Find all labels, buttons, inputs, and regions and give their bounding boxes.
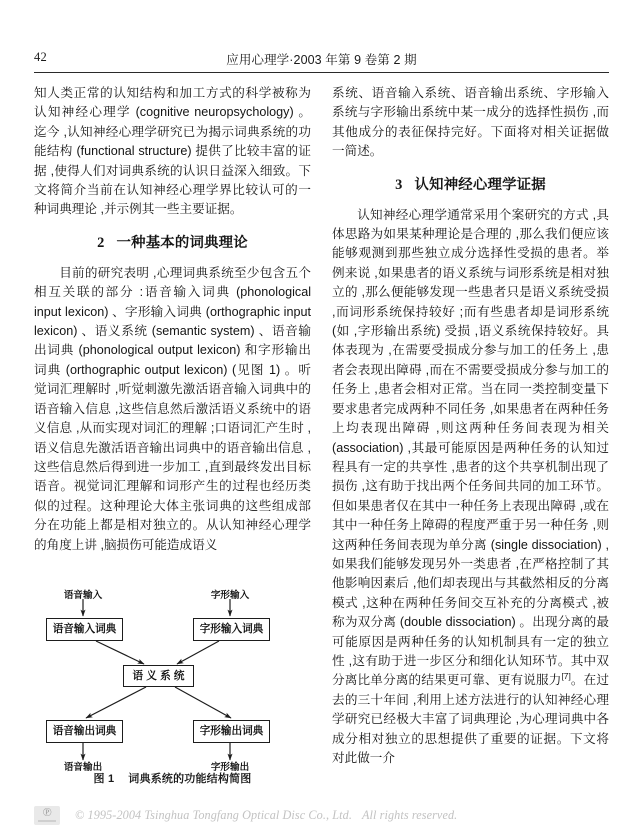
section-3-number: 3 [395, 176, 403, 193]
rights-text: All rights reserved. [361, 808, 458, 822]
right-paragraph-2 [332, 206, 609, 769]
figure-label-phonological-output: 语音输出 [63, 762, 103, 773]
figure-label-phonological-input: 语音输入 [63, 590, 103, 601]
section-3-title: 认知神经心理学证据 [414, 176, 546, 193]
right-paragraph-1: 系统、语音输入系统、语音输出系统、字形输入系统与字形输出系统中某一成分的选择性损伤 ,而其他成分的表征保持完好。下面将对相关证据做一简述。 [332, 86, 609, 159]
left-column [34, 84, 311, 555]
publisher-logo-glyph: ℗ [42, 805, 52, 819]
figure-1-caption-text: 词典系统的功能结构简图 [128, 773, 252, 785]
figure-node-semantic-system: 语义系统 [123, 665, 194, 687]
copyright-notice [75, 808, 457, 823]
figure-1-diagram [34, 590, 311, 773]
figure-label-orthographic-output: 字形输出 [210, 762, 250, 773]
figure-1-caption [34, 770, 311, 786]
right-column [332, 84, 609, 768]
copyright-text: © 1995-2004 Tsinghua Tongfang Optical Disc Co., Ltd. [75, 808, 352, 822]
figure-label-orthographic-input: 字形输入 [210, 590, 250, 601]
journal-title-line: 应用心理学·2003 年第 9 卷第 2 期 [226, 53, 417, 67]
right-paragraph-2-part-b: 。在过去的三十年间 ,利用上述方法进行的认知神经心理学研究已经极大丰富了词典理论 ,为心理词典中各成分相对独立的思想提供了重要的证据。下文将对此做一介 [332, 673, 610, 765]
left-paragraph-2: 目前的研究表明 ,心理词典系统至少包含五个相互关联的部分 :语音输入词典 (phonological input lexicon) 、字形输入词典 (orthographic input lexicon) 、语义系统 (semantic system) 、语音输出词典 (phonological output lexicon) 和字形输出词典 (orthographic output lexicon) (见图 1) 。听觉词汇理解时 ,听觉刺激先激活语音输入词典中的语音输入信息 ,这些信息然后激活语义系统中的语义信息 ,从而实现对词汇的理解 ;口语词汇产生时 ,语义信息先激活语音输出词典中的语音输出信息 ,这些信息然后得到进一步加工 ,直到最终发出目标语音。视觉词汇理解和词形产生的过程也经历类似的过程。这种理论大体主张词典的这些组成部分在功能上都是相对独立的。从认知神经心理学的角度上讲 ,脑损伤可能造成语义 [34, 265, 311, 552]
running-head [34, 50, 609, 70]
figure-1 [34, 592, 311, 794]
page-number: 42 [34, 50, 47, 64]
header-rule [34, 72, 609, 73]
figure-1-caption-number: 图 1 [93, 773, 115, 785]
section-heading-3 [332, 175, 609, 195]
right-paragraph-2-part-a: 认知神经心理学通常采用个案研究的方式 ,具体思路为如果某种理论是合理的 ,那么我们便应该能够观测到那些独立成分选择性受损的患者。举例来说 ,如果患者的语义系统与词形系统是相对独立的 ,那么便能够发现一些患者只是语义系统受损 ,而词形系统保持较好 ;而有些患者却是词形系统 (如 ,字形输出系统) 受损 ,语义系统保持较好。具体表现为 ,在需要受损成分参与加工的任务上 ,患者会表现出障碍 ,而在不需要受损成分参与加工的任务上 ,患者会相对正常。当在同一类控制变量下要求患者完成两种不同任务 ,如果患者在两种任务上均表现出障碍 ,则这两种任务间表现为相关 (association) ,其最可能原因是两种任务的认知过程具有一定的共享性 ,患者的这个共享机制出现了损伤 ,这有助于找出两个任务间共同的加工环节。但如果患者仅在其中一种任务上表现出障碍 ,或在其中一种任务上障碍的程度严重于另一种任务 ,则这两种任务间表现为单分离 (single dissociation) ,如果我们能够发现另外一类患者 ,在严格控制了其他影响因素后 ,他们却表现出与其截然相反的分离模式 ,这种在两种任务间交互补充的分离模式 ,被称为双分离 (double dissociation) 。出现分离的最可能原因是两种任务的认知机制具有一定的独立性 ,这有助于进一步区分和细化认知环节。其中双分离比单分离的结果更可靠、更有说服力 [332, 207, 609, 688]
section-2-title: 一种基本的词典理论 [116, 234, 248, 251]
figure-node-phonological-input-lexicon: 语音输入词典 [46, 618, 123, 641]
figure-node-phonological-output-lexicon: 语音输出词典 [46, 720, 123, 743]
figure-node-orthographic-input-lexicon: 字形输入词典 [193, 618, 270, 641]
page-footer [34, 806, 609, 830]
section-2-number: 2 [97, 234, 105, 251]
publisher-logo-bar [38, 820, 56, 822]
left-paragraph-1: 知人类正常的认知结构和加工方式的科学被称为认知神经心理学 (cognitive neuropsychology) 。迄今 ,认知神经心理学研究已为揭示词典系统的功能结构 (functional structure) 提供了比较丰富的证据 ,使得人们对词典系统的认识日益深入细致。下文将简介当前在认知神经心理学界比较认可的一种词典理论 ,并示例其一些主要证据。 [34, 86, 311, 217]
reference-marker-7: [7] [561, 671, 571, 682]
figure-node-orthographic-output-lexicon: 字形输出词典 [193, 720, 270, 743]
section-heading-2 [34, 233, 311, 253]
publisher-logo-icon [34, 806, 60, 825]
